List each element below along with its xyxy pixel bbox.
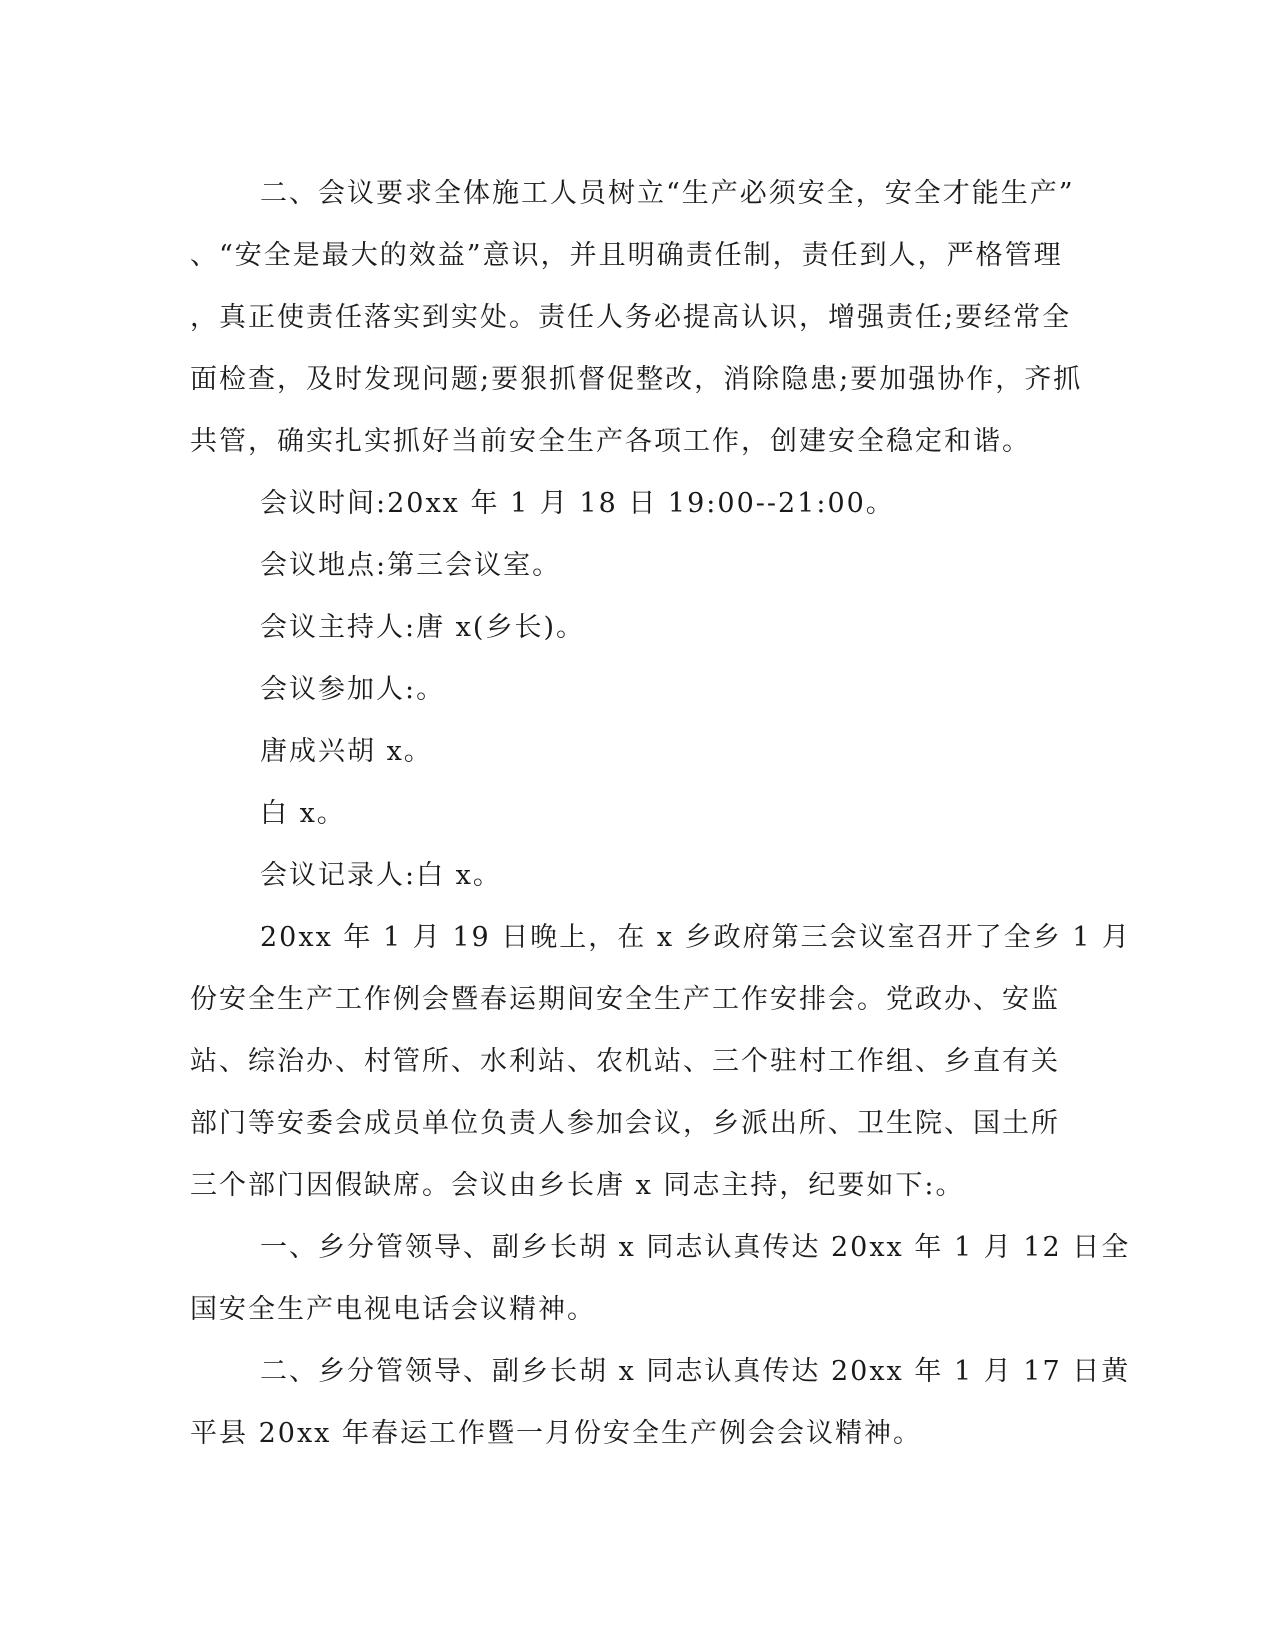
text-line: 一、乡分管领导、副乡长胡 x 同志认真传达 20xx 年 1 月 12 日全: [260, 1232, 1131, 1263]
text-line: 会议记录人:白 x。: [260, 860, 502, 891]
text-line: 白 x。: [260, 798, 346, 829]
paragraph-meeting-requirements: [190, 163, 1083, 473]
text-line: 国安全生产电视电话会议精神。: [190, 1294, 596, 1325]
document-body: [190, 163, 1131, 1465]
text-line: 面检查，及时发现问题;要狠抓督促整改，消除隐患;要加强协作，齐抓: [190, 364, 1083, 395]
paragraph-item-one: [190, 1217, 1131, 1341]
meeting-attendees-2: [190, 783, 1070, 845]
text-line: 二、会议要求全体施工人员树立“生产必须安全，安全才能生产”: [260, 178, 1075, 209]
text-line: 站、综治办、村管所、水利站、农机站、三个驻村工作组、乡直有关: [190, 1046, 1060, 1077]
text-line: ，真正使责任落实到实处。责任人务必提高认识，增强责任;要经常全: [190, 302, 1072, 333]
text-line: 唐成兴胡 x。: [260, 736, 433, 767]
meeting-attendees-label: [190, 659, 1070, 721]
meeting-location: [190, 535, 1070, 597]
text-line: 三个部门因假缺席。会议由乡长唐 x 同志主持，纪要如下:。: [190, 1170, 965, 1201]
meeting-time: [190, 473, 1070, 535]
text-line: 共管，确实扎实抓好当前安全生产各项工作，创建安全稳定和谐。: [190, 426, 1031, 457]
text-line: 二、乡分管领导、副乡长胡 x 同志认真传达 20xx 年 1 月 17 日黄: [260, 1356, 1131, 1387]
text-line: 平县 20xx 年春运工作暨一月份安全生产例会会议精神。: [190, 1418, 922, 1449]
text-line: 份安全生产工作例会暨春运期间安全生产工作安排会。党政办、安监: [190, 984, 1060, 1015]
text-line: 部门等安委会成员单位负责人参加会议，乡派出所、卫生院、国土所: [190, 1108, 1060, 1139]
text-line: 20xx 年 1 月 19 日晚上，在 x 乡政府第三会议室召开了全乡 1 月: [260, 922, 1131, 953]
paragraph-meeting-summary: [190, 907, 1131, 1217]
text-line: 会议地点:第三会议室。: [260, 550, 562, 581]
text-line: 会议参加人:。: [260, 674, 446, 705]
paragraph-item-two: [190, 1341, 1131, 1465]
text-line: 、“安全是最大的效益”意识，并且明确责任制，责任到人，严格管理: [190, 240, 1063, 271]
meeting-recorder: [190, 845, 1070, 907]
meeting-host: [190, 597, 1070, 659]
text-line: 会议时间:20xx 年 1 月 18 日 19:00--21:00。: [260, 488, 895, 519]
text-line: 会议主持人:唐 x(乡长)。: [260, 612, 585, 643]
meeting-attendees: [190, 721, 1070, 783]
